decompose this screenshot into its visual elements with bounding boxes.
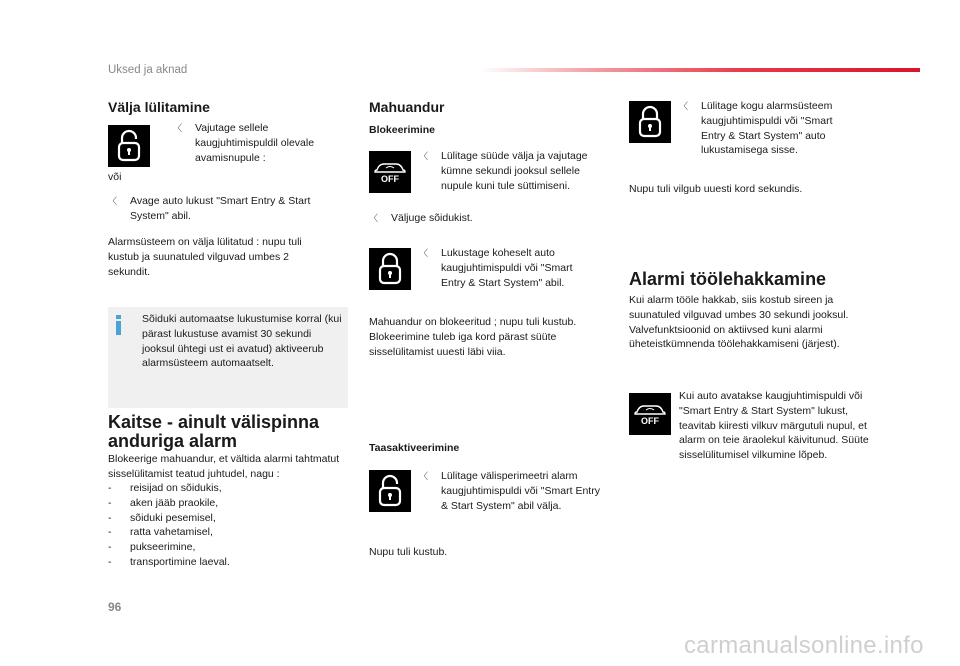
list-item: - sõiduki pesemisel,: [108, 511, 348, 526]
arrow-bullet-icon: 〈: [419, 151, 429, 161]
svg-text:OFF: OFF: [381, 174, 399, 184]
subheading-reactivation: Taasaktiveerimine: [369, 442, 460, 454]
unlock-alert-text: Kui auto avatakse kaugjuhtimispuldi või "Smart Entry & Start System" lukust, teavitab kiiresti vilkuv märgutuli nupul, et alarm on teie äraolekul käivitunud. Süüte sisselülitumisel vilkumine lõpeb.: [679, 390, 869, 462]
heading-perimeter-alarm: Kaitse - ainult välispinna anduriga alarm: [108, 412, 320, 451]
arrow-bullet-icon: 〈: [419, 471, 429, 481]
heading-disarm: Välja lülitamine: [108, 99, 210, 115]
list-item: - aken jääb praokile,: [108, 496, 348, 511]
perimeter-description: Blokeerige mahuandur, et vältida alarmi tahtmatut sisselülitamist teatud juhtudel, nagu :: [108, 453, 340, 480]
section-title: Uksed ja aknad: [108, 64, 188, 76]
list-item: - reisijad on sõidukis,: [108, 481, 348, 496]
list-item: - transportimine laeval.: [108, 555, 348, 570]
bullet-press-unlock: 〈 Vajutage sellele kaugjuhtimispuldil olevale avamisnupule :: [173, 122, 315, 164]
svg-text:OFF: OFF: [641, 416, 659, 426]
padlock-closed-icon: [629, 101, 671, 143]
situations-list: [108, 481, 348, 570]
info-box: [108, 307, 348, 408]
arrow-bullet-icon: 〈: [419, 248, 429, 258]
bullet-ignition-off: 〈 Lülitage süüde välja ja vajutage kümne sekundi jooksul sellele nupule kuni tule süttimiseni.: [419, 150, 588, 192]
bullet-perimeter-off: 〈 Lülitage välisperimeetri alarm kaugjuhtimispuldi või "Smart Entry & Start System" abil välja.: [419, 470, 600, 512]
arrow-bullet-icon: 〈: [108, 196, 118, 206]
sensor-deactivated-text: Mahuandur on blokeeritud ; nupu tuli kustub. Blokeerimine tuleb iga kord pärast süüte sisselülitamist uuesti läbi viia.: [369, 316, 577, 358]
light-flashing-text: Nupu tuli vilgub uuesti kord sekundis.: [629, 183, 803, 195]
bullet-arm-full-system: 〈 Lülitage kogu alarmsüsteem kaugjuhtimispuldi või "Smart Entry & Start System" auto lukustamisega sisse.: [679, 100, 833, 157]
page-number: 96: [108, 600, 122, 614]
list-item: - pukseerimine,: [108, 540, 348, 555]
padlock-open-icon: [108, 125, 150, 167]
heading-alarm-triggering: Alarmi töölehakkamine: [629, 269, 827, 289]
watermark: carmanualsonline.info: [684, 632, 924, 659]
or-text: või: [108, 171, 122, 183]
list-item: - ratta vahetamisel,: [108, 525, 348, 540]
subheading-deactivation: Blokeerimine: [369, 124, 435, 136]
car-alarm-off-icon: [369, 151, 411, 193]
disarm-description: Alarmsüsteem on välja lülitatud : nupu tuli kustub ja suunatuled vilguvad umbes 2 sekundit.: [108, 236, 302, 278]
bullet-exit-vehicle: 〈 Väljuge sõidukist.: [369, 212, 473, 224]
bullet-lock-immediately: 〈 Lukustage koheselt auto kaugjuhtimispuldi või "Smart Entry & Start System" abil.: [419, 247, 573, 289]
padlock-closed-icon: [369, 248, 411, 290]
triggering-description: Kui alarm tööle hakkab, siis kostub sireen ja suunatuled vilguvad umbes 30 sekundi jooksul. Valvefunktsioonid on aktiivsed kuni alarmi üheteistkümnenda töölehakkamiseni (järjest).: [629, 294, 849, 351]
info-icon: [116, 315, 121, 335]
heading-volumetric-sensor: Mahuandur: [369, 99, 445, 115]
padlock-open-icon: [369, 470, 411, 512]
arrow-bullet-icon: 〈: [173, 123, 183, 133]
bullet-keyless-unlock: 〈 Avage auto lukust "Smart Entry & Start System" abil.: [108, 195, 311, 222]
info-text: Sõiduki automaatse lukustumise korral (kui pärast lukustuse avamist 30 sekundi jooksul ühtegi ust ei avatud) aktiveerub alarmsüsteem automaatselt.: [142, 313, 342, 370]
car-alarm-off-icon: [629, 393, 671, 435]
arrow-bullet-icon: 〈: [369, 213, 379, 223]
arrow-bullet-icon: 〈: [679, 101, 689, 111]
header-accent-bar: [480, 68, 920, 72]
light-off-text: Nupu tuli kustub.: [369, 546, 448, 558]
